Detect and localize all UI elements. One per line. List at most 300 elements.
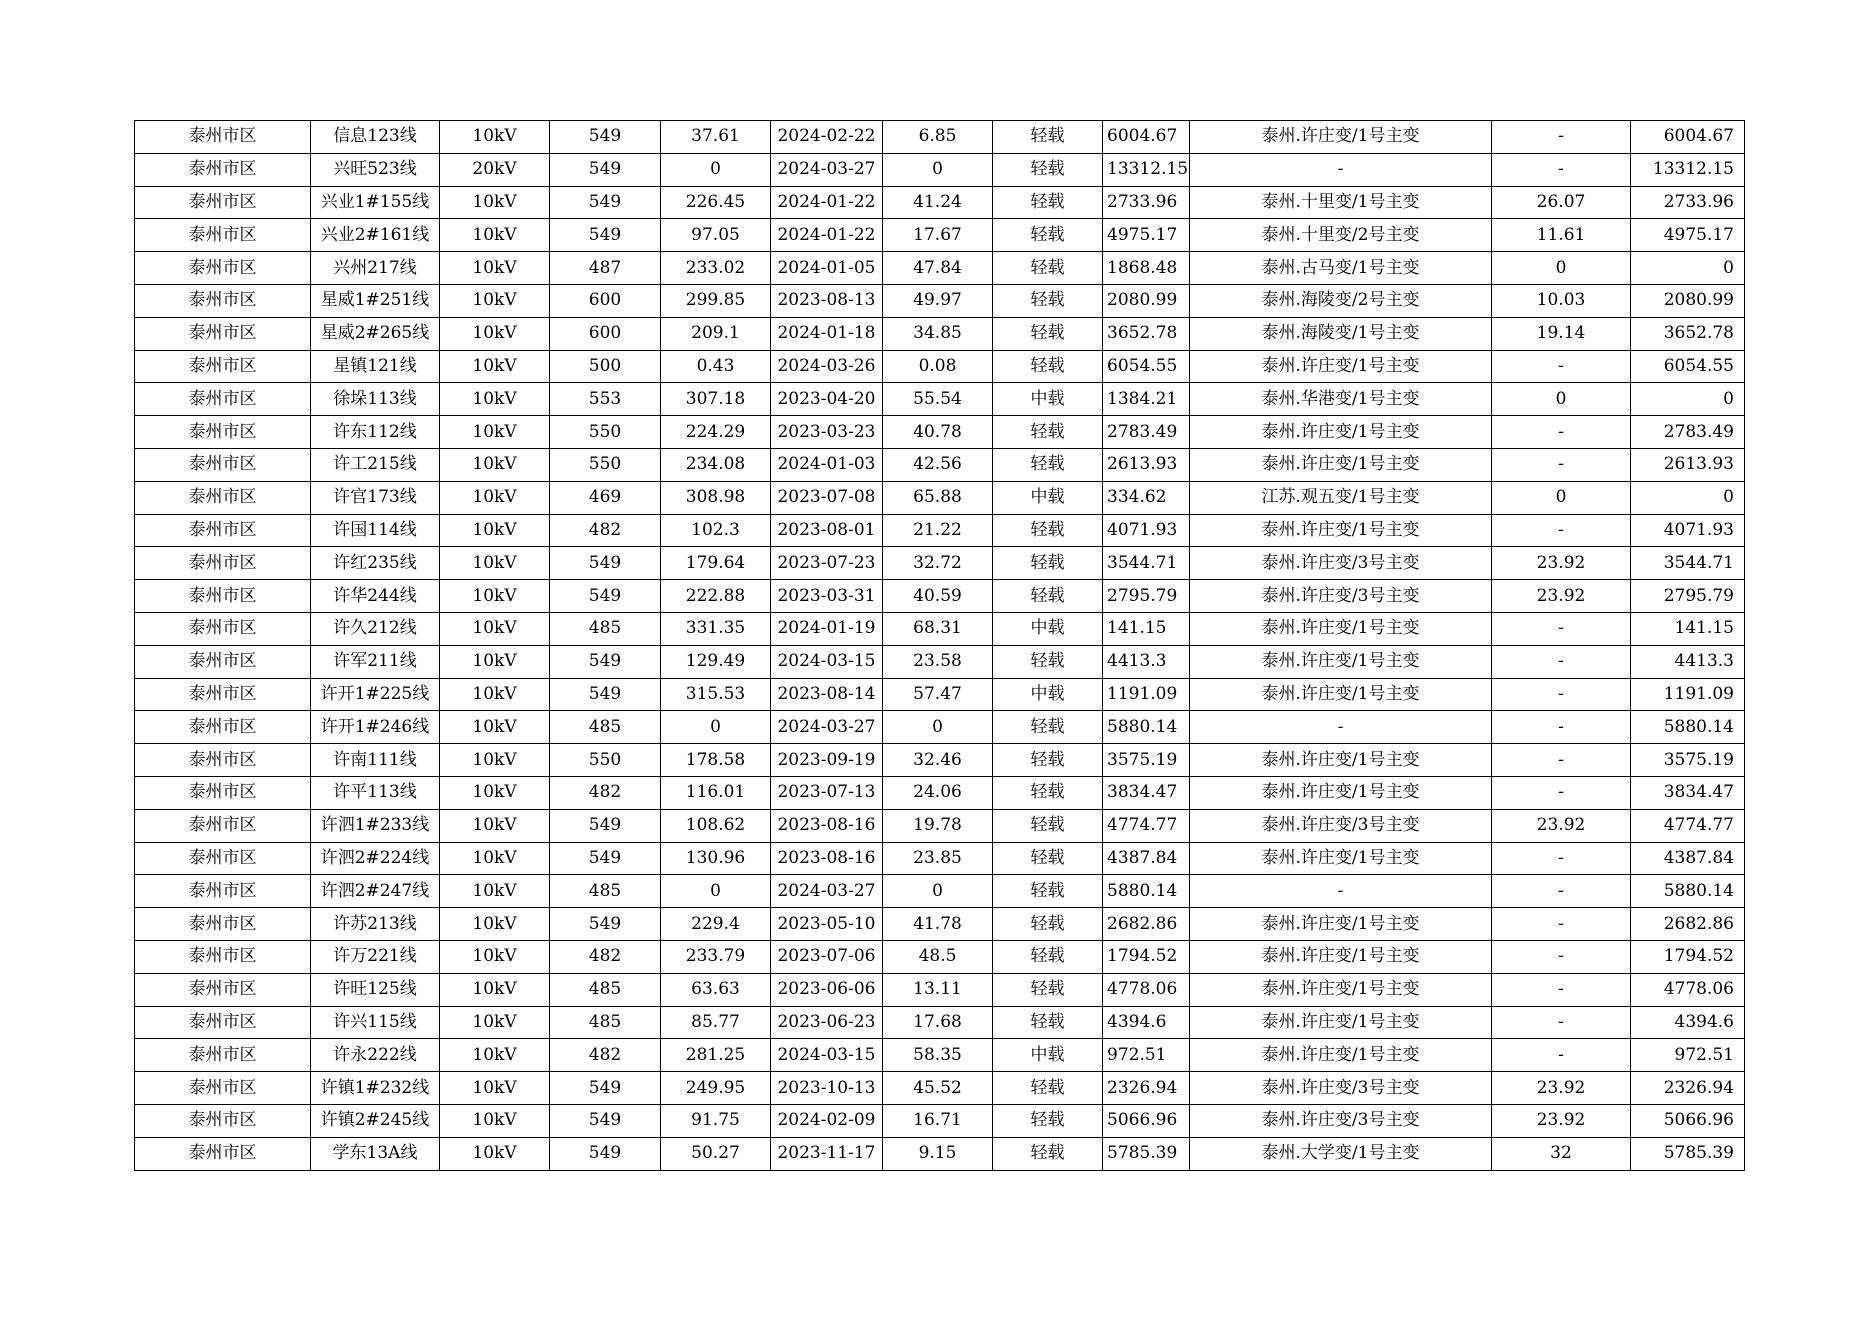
region-cell: 泰州市区 <box>135 416 311 449</box>
load-type-cell: 轻载 <box>993 744 1103 777</box>
transformer-capacity-cell: - <box>1492 121 1631 154</box>
date-cell: 2024-01-22 <box>771 186 883 219</box>
date-cell: 2024-03-27 <box>771 875 883 908</box>
voltage-cell: 10kV <box>440 350 550 383</box>
max-current-cell: 233.02 <box>661 252 771 285</box>
transformer-cell: 泰州.许庄变/1号主变 <box>1190 908 1492 941</box>
table-row <box>135 809 1745 842</box>
voltage-cell: 10kV <box>440 1039 550 1072</box>
region-cell: 泰州市区 <box>135 645 311 678</box>
table-row <box>135 711 1745 744</box>
load-type-cell: 轻载 <box>993 284 1103 317</box>
transformer-capacity-cell: - <box>1492 908 1631 941</box>
region-cell: 泰州市区 <box>135 1006 311 1039</box>
limit-cell: 549 <box>550 1137 661 1170</box>
max-current-cell: 229.4 <box>661 908 771 941</box>
line-name-cell: 许红235线 <box>311 547 440 580</box>
line-name-cell: 许华244线 <box>311 580 440 613</box>
table-row <box>135 547 1745 580</box>
open-capacity-cell: 2682.86 <box>1103 908 1190 941</box>
date-cell: 2023-11-17 <box>771 1137 883 1170</box>
transformer-capacity-cell: 0 <box>1492 481 1631 514</box>
line-name-cell: 许镇1#232线 <box>311 1072 440 1105</box>
load-type-cell: 轻载 <box>993 350 1103 383</box>
line-capacity-cell: 4778.06 <box>1631 973 1745 1006</box>
load-rate-cell: 0 <box>883 711 993 744</box>
table-row <box>135 908 1745 941</box>
open-capacity-cell: 2326.94 <box>1103 1072 1190 1105</box>
line-name-cell: 兴州217线 <box>311 252 440 285</box>
load-rate-cell: 41.24 <box>883 186 993 219</box>
table-row <box>135 1137 1745 1170</box>
line-capacity-cell: 6004.67 <box>1631 121 1745 154</box>
voltage-cell: 10kV <box>440 514 550 547</box>
load-rate-cell: 48.5 <box>883 940 993 973</box>
open-capacity-cell: 3834.47 <box>1103 776 1190 809</box>
transformer-cell: 泰州.十里变/1号主变 <box>1190 186 1492 219</box>
transformer-capacity-cell: - <box>1492 744 1631 777</box>
transformer-capacity-cell: - <box>1492 711 1631 744</box>
region-cell: 泰州市区 <box>135 908 311 941</box>
line-name-cell: 许久212线 <box>311 612 440 645</box>
load-rate-cell: 32.72 <box>883 547 993 580</box>
max-current-cell: 0.43 <box>661 350 771 383</box>
region-cell: 泰州市区 <box>135 1039 311 1072</box>
load-rate-cell: 0 <box>883 153 993 186</box>
line-capacity-cell: 5880.14 <box>1631 711 1745 744</box>
transformer-cell: 泰州.许庄变/1号主变 <box>1190 744 1492 777</box>
transformer-cell: 泰州.许庄变/3号主变 <box>1190 580 1492 613</box>
region-cell: 泰州市区 <box>135 284 311 317</box>
region-cell: 泰州市区 <box>135 153 311 186</box>
line-name-cell: 许工215线 <box>311 448 440 481</box>
transformer-capacity-cell: - <box>1492 1039 1631 1072</box>
transformer-cell: 泰州.许庄变/1号主变 <box>1190 678 1492 711</box>
max-current-cell: 234.08 <box>661 448 771 481</box>
transformer-capacity-cell: 23.92 <box>1492 1104 1631 1137</box>
limit-cell: 482 <box>550 776 661 809</box>
region-cell: 泰州市区 <box>135 1104 311 1137</box>
transformer-capacity-cell: 19.14 <box>1492 317 1631 350</box>
transformer-capacity-cell: 32 <box>1492 1137 1631 1170</box>
line-name-cell: 许军211线 <box>311 645 440 678</box>
transformer-cell: 泰州.许庄变/1号主变 <box>1190 1039 1492 1072</box>
transformer-cell: 泰州.许庄变/1号主变 <box>1190 973 1492 1006</box>
limit-cell: 485 <box>550 875 661 908</box>
transformer-capacity-cell: - <box>1492 776 1631 809</box>
date-cell: 2024-01-18 <box>771 317 883 350</box>
load-rate-cell: 57.47 <box>883 678 993 711</box>
date-cell: 2024-01-22 <box>771 219 883 252</box>
load-type-cell: 中载 <box>993 481 1103 514</box>
limit-cell: 485 <box>550 1006 661 1039</box>
line-capacity-cell: 2080.99 <box>1631 284 1745 317</box>
region-cell: 泰州市区 <box>135 776 311 809</box>
open-capacity-cell: 6004.67 <box>1103 121 1190 154</box>
table-row <box>135 1104 1745 1137</box>
max-current-cell: 63.63 <box>661 973 771 1006</box>
max-current-cell: 102.3 <box>661 514 771 547</box>
open-capacity-cell: 2733.96 <box>1103 186 1190 219</box>
table-row <box>135 842 1745 875</box>
transformer-capacity-cell: 11.61 <box>1492 219 1631 252</box>
limit-cell: 485 <box>550 612 661 645</box>
transformer-capacity-cell: - <box>1492 1006 1631 1039</box>
line-name-cell: 许国114线 <box>311 514 440 547</box>
line-name-cell: 兴旺523线 <box>311 153 440 186</box>
line-name-cell: 许泗2#247线 <box>311 875 440 908</box>
transformer-cell: 泰州.华港变/1号主变 <box>1190 383 1492 416</box>
load-rate-cell: 47.84 <box>883 252 993 285</box>
voltage-cell: 10kV <box>440 448 550 481</box>
voltage-cell: 10kV <box>440 1137 550 1170</box>
max-current-cell: 50.27 <box>661 1137 771 1170</box>
limit-cell: 549 <box>550 645 661 678</box>
region-cell: 泰州市区 <box>135 481 311 514</box>
open-capacity-cell: 2783.49 <box>1103 416 1190 449</box>
open-capacity-cell: 334.62 <box>1103 481 1190 514</box>
line-name-cell: 许泗1#233线 <box>311 809 440 842</box>
line-name-cell: 许苏213线 <box>311 908 440 941</box>
open-capacity-cell: 5785.39 <box>1103 1137 1190 1170</box>
line-name-cell: 许镇2#245线 <box>311 1104 440 1137</box>
date-cell: 2024-01-05 <box>771 252 883 285</box>
load-rate-cell: 0 <box>883 875 993 908</box>
region-cell: 泰州市区 <box>135 186 311 219</box>
transformer-cell: 泰州.许庄变/1号主变 <box>1190 940 1492 973</box>
max-current-cell: 37.61 <box>661 121 771 154</box>
load-rate-cell: 34.85 <box>883 317 993 350</box>
transformer-cell: 泰州.许庄变/1号主变 <box>1190 1006 1492 1039</box>
open-capacity-cell: 3575.19 <box>1103 744 1190 777</box>
date-cell: 2024-01-03 <box>771 448 883 481</box>
limit-cell: 549 <box>550 908 661 941</box>
load-type-cell: 轻载 <box>993 448 1103 481</box>
load-type-cell: 轻载 <box>993 514 1103 547</box>
line-capacity-cell: 1191.09 <box>1631 678 1745 711</box>
load-type-cell: 轻载 <box>993 121 1103 154</box>
line-capacity-cell: 2795.79 <box>1631 580 1745 613</box>
line-name-cell: 许泗2#224线 <box>311 842 440 875</box>
table-row <box>135 186 1745 219</box>
line-name-cell: 星威1#251线 <box>311 284 440 317</box>
load-type-cell: 轻载 <box>993 1006 1103 1039</box>
line-capacity-cell: 5066.96 <box>1631 1104 1745 1137</box>
voltage-cell: 10kV <box>440 121 550 154</box>
date-cell: 2024-03-15 <box>771 1039 883 1072</box>
transformer-capacity-cell: - <box>1492 448 1631 481</box>
region-cell: 泰州市区 <box>135 1137 311 1170</box>
max-current-cell: 0 <box>661 875 771 908</box>
transformer-capacity-cell: - <box>1492 416 1631 449</box>
table-row <box>135 973 1745 1006</box>
load-type-cell: 轻载 <box>993 842 1103 875</box>
max-current-cell: 308.98 <box>661 481 771 514</box>
load-type-cell: 轻载 <box>993 153 1103 186</box>
date-cell: 2023-10-13 <box>771 1072 883 1105</box>
voltage-cell: 10kV <box>440 612 550 645</box>
transformer-cell: 泰州.许庄变/1号主变 <box>1190 776 1492 809</box>
date-cell: 2024-03-27 <box>771 153 883 186</box>
table-row <box>135 481 1745 514</box>
voltage-cell: 10kV <box>440 940 550 973</box>
load-type-cell: 轻载 <box>993 809 1103 842</box>
table-body <box>135 121 1745 1171</box>
table-row <box>135 514 1745 547</box>
load-type-cell: 轻载 <box>993 547 1103 580</box>
load-rate-cell: 68.31 <box>883 612 993 645</box>
transformer-cell: 泰州.古马变/1号主变 <box>1190 252 1492 285</box>
open-capacity-cell: 3652.78 <box>1103 317 1190 350</box>
max-current-cell: 224.29 <box>661 416 771 449</box>
transformer-capacity-cell: 23.92 <box>1492 547 1631 580</box>
transformer-capacity-cell: 23.92 <box>1492 1072 1631 1105</box>
region-cell: 泰州市区 <box>135 383 311 416</box>
data-table <box>134 120 1745 1171</box>
region-cell: 泰州市区 <box>135 809 311 842</box>
max-current-cell: 116.01 <box>661 776 771 809</box>
load-rate-cell: 49.97 <box>883 284 993 317</box>
line-capacity-cell: 0 <box>1631 481 1745 514</box>
voltage-cell: 10kV <box>440 875 550 908</box>
open-capacity-cell: 4387.84 <box>1103 842 1190 875</box>
region-cell: 泰州市区 <box>135 711 311 744</box>
date-cell: 2024-02-22 <box>771 121 883 154</box>
region-cell: 泰州市区 <box>135 940 311 973</box>
load-rate-cell: 58.35 <box>883 1039 993 1072</box>
max-current-cell: 0 <box>661 711 771 744</box>
date-cell: 2023-09-19 <box>771 744 883 777</box>
line-capacity-cell: 0 <box>1631 252 1745 285</box>
voltage-cell: 20kV <box>440 153 550 186</box>
transformer-capacity-cell: - <box>1492 350 1631 383</box>
transformer-capacity-cell: - <box>1492 678 1631 711</box>
limit-cell: 549 <box>550 678 661 711</box>
transformer-capacity-cell: - <box>1492 645 1631 678</box>
table-row <box>135 121 1745 154</box>
transformer-cell: - <box>1190 875 1492 908</box>
limit-cell: 553 <box>550 383 661 416</box>
transformer-capacity-cell: 10.03 <box>1492 284 1631 317</box>
limit-cell: 550 <box>550 416 661 449</box>
line-capacity-cell: 2733.96 <box>1631 186 1745 219</box>
date-cell: 2023-08-01 <box>771 514 883 547</box>
load-rate-cell: 41.78 <box>883 908 993 941</box>
load-rate-cell: 55.54 <box>883 383 993 416</box>
limit-cell: 549 <box>550 842 661 875</box>
date-cell: 2023-08-13 <box>771 284 883 317</box>
max-current-cell: 233.79 <box>661 940 771 973</box>
line-name-cell: 许开1#225线 <box>311 678 440 711</box>
load-rate-cell: 65.88 <box>883 481 993 514</box>
line-capacity-cell: 4413.3 <box>1631 645 1745 678</box>
line-name-cell: 许兴115线 <box>311 1006 440 1039</box>
region-cell: 泰州市区 <box>135 252 311 285</box>
voltage-cell: 10kV <box>440 1006 550 1039</box>
load-type-cell: 轻载 <box>993 973 1103 1006</box>
max-current-cell: 222.88 <box>661 580 771 613</box>
open-capacity-cell: 5880.14 <box>1103 875 1190 908</box>
date-cell: 2023-05-10 <box>771 908 883 941</box>
open-capacity-cell: 972.51 <box>1103 1039 1190 1072</box>
load-rate-cell: 17.67 <box>883 219 993 252</box>
region-cell: 泰州市区 <box>135 514 311 547</box>
limit-cell: 549 <box>550 121 661 154</box>
line-name-cell: 许永222线 <box>311 1039 440 1072</box>
load-type-cell: 轻载 <box>993 645 1103 678</box>
line-name-cell: 许旺125线 <box>311 973 440 1006</box>
line-name-cell: 许开1#246线 <box>311 711 440 744</box>
transformer-cell: 江苏.观五变/1号主变 <box>1190 481 1492 514</box>
region-cell: 泰州市区 <box>135 678 311 711</box>
transformer-capacity-cell: 26.07 <box>1492 186 1631 219</box>
line-capacity-cell: 2613.93 <box>1631 448 1745 481</box>
region-cell: 泰州市区 <box>135 580 311 613</box>
line-capacity-cell: 3834.47 <box>1631 776 1745 809</box>
date-cell: 2023-08-16 <box>771 809 883 842</box>
table-row <box>135 350 1745 383</box>
limit-cell: 482 <box>550 514 661 547</box>
load-type-cell: 中载 <box>993 612 1103 645</box>
max-current-cell: 0 <box>661 153 771 186</box>
load-type-cell: 轻载 <box>993 219 1103 252</box>
transformer-cell: 泰州.许庄变/3号主变 <box>1190 809 1492 842</box>
load-type-cell: 轻载 <box>993 416 1103 449</box>
max-current-cell: 226.45 <box>661 186 771 219</box>
load-rate-cell: 23.85 <box>883 842 993 875</box>
limit-cell: 485 <box>550 973 661 1006</box>
date-cell: 2023-07-13 <box>771 776 883 809</box>
limit-cell: 600 <box>550 284 661 317</box>
open-capacity-cell: 6054.55 <box>1103 350 1190 383</box>
transformer-cell: - <box>1190 153 1492 186</box>
open-capacity-cell: 2613.93 <box>1103 448 1190 481</box>
line-capacity-cell: 2682.86 <box>1631 908 1745 941</box>
max-current-cell: 178.58 <box>661 744 771 777</box>
voltage-cell: 10kV <box>440 973 550 1006</box>
open-capacity-cell: 2795.79 <box>1103 580 1190 613</box>
date-cell: 2023-06-06 <box>771 973 883 1006</box>
load-type-cell: 轻载 <box>993 875 1103 908</box>
max-current-cell: 179.64 <box>661 547 771 580</box>
voltage-cell: 10kV <box>440 580 550 613</box>
voltage-cell: 10kV <box>440 809 550 842</box>
transformer-cell: 泰州.大学变/1号主变 <box>1190 1137 1492 1170</box>
limit-cell: 482 <box>550 940 661 973</box>
transformer-cell: 泰州.海陵变/1号主变 <box>1190 317 1492 350</box>
load-type-cell: 轻载 <box>993 711 1103 744</box>
transformer-cell: 泰州.许庄变/1号主变 <box>1190 448 1492 481</box>
line-name-cell: 星威2#265线 <box>311 317 440 350</box>
voltage-cell: 10kV <box>440 284 550 317</box>
table-row <box>135 1039 1745 1072</box>
voltage-cell: 10kV <box>440 1104 550 1137</box>
open-capacity-cell: 4413.3 <box>1103 645 1190 678</box>
max-current-cell: 209.1 <box>661 317 771 350</box>
limit-cell: 469 <box>550 481 661 514</box>
load-type-cell: 轻载 <box>993 317 1103 350</box>
open-capacity-cell: 4975.17 <box>1103 219 1190 252</box>
load-rate-cell: 16.71 <box>883 1104 993 1137</box>
voltage-cell: 10kV <box>440 186 550 219</box>
line-name-cell: 许东112线 <box>311 416 440 449</box>
open-capacity-cell: 2080.99 <box>1103 284 1190 317</box>
load-rate-cell: 17.68 <box>883 1006 993 1039</box>
date-cell: 2023-04-20 <box>771 383 883 416</box>
open-capacity-cell: 5880.14 <box>1103 711 1190 744</box>
load-type-cell: 轻载 <box>993 1137 1103 1170</box>
max-current-cell: 108.62 <box>661 809 771 842</box>
limit-cell: 600 <box>550 317 661 350</box>
limit-cell: 549 <box>550 1104 661 1137</box>
line-capacity-cell: 2783.49 <box>1631 416 1745 449</box>
max-current-cell: 315.53 <box>661 678 771 711</box>
date-cell: 2023-06-23 <box>771 1006 883 1039</box>
limit-cell: 500 <box>550 350 661 383</box>
open-capacity-cell: 4071.93 <box>1103 514 1190 547</box>
line-name-cell: 许万221线 <box>311 940 440 973</box>
load-type-cell: 轻载 <box>993 1104 1103 1137</box>
load-rate-cell: 32.46 <box>883 744 993 777</box>
load-type-cell: 轻载 <box>993 580 1103 613</box>
table-row <box>135 580 1745 613</box>
transformer-cell: - <box>1190 711 1492 744</box>
table-row <box>135 645 1745 678</box>
load-rate-cell: 6.85 <box>883 121 993 154</box>
load-rate-cell: 9.15 <box>883 1137 993 1170</box>
line-name-cell: 许南111线 <box>311 744 440 777</box>
load-type-cell: 轻载 <box>993 776 1103 809</box>
voltage-cell: 10kV <box>440 842 550 875</box>
region-cell: 泰州市区 <box>135 350 311 383</box>
line-name-cell: 星镇121线 <box>311 350 440 383</box>
table-row <box>135 776 1745 809</box>
line-name-cell: 兴业2#161线 <box>311 219 440 252</box>
region-cell: 泰州市区 <box>135 612 311 645</box>
load-type-cell: 中载 <box>993 678 1103 711</box>
load-rate-cell: 13.11 <box>883 973 993 1006</box>
load-type-cell: 轻载 <box>993 1072 1103 1105</box>
load-rate-cell: 0.08 <box>883 350 993 383</box>
line-capacity-cell: 4975.17 <box>1631 219 1745 252</box>
line-capacity-cell: 13312.15 <box>1631 153 1745 186</box>
voltage-cell: 10kV <box>440 317 550 350</box>
voltage-cell: 10kV <box>440 645 550 678</box>
transformer-capacity-cell: 23.92 <box>1492 809 1631 842</box>
line-name-cell: 信息123线 <box>311 121 440 154</box>
line-capacity-cell: 3652.78 <box>1631 317 1745 350</box>
date-cell: 2023-08-16 <box>771 842 883 875</box>
load-type-cell: 轻载 <box>993 940 1103 973</box>
max-current-cell: 299.85 <box>661 284 771 317</box>
line-name-cell: 学东13A线 <box>311 1137 440 1170</box>
transformer-cell: 泰州.许庄变/1号主变 <box>1190 514 1492 547</box>
date-cell: 2023-07-08 <box>771 481 883 514</box>
table-row <box>135 416 1745 449</box>
region-cell: 泰州市区 <box>135 219 311 252</box>
line-capacity-cell: 3544.71 <box>1631 547 1745 580</box>
line-capacity-cell: 4774.77 <box>1631 809 1745 842</box>
date-cell: 2023-07-23 <box>771 547 883 580</box>
max-current-cell: 130.96 <box>661 842 771 875</box>
open-capacity-cell: 3544.71 <box>1103 547 1190 580</box>
table-row <box>135 383 1745 416</box>
open-capacity-cell: 1794.52 <box>1103 940 1190 973</box>
transformer-capacity-cell: - <box>1492 153 1631 186</box>
transformer-cell: 泰州.许庄变/1号主变 <box>1190 416 1492 449</box>
transformer-capacity-cell: 23.92 <box>1492 580 1631 613</box>
open-capacity-cell: 1384.21 <box>1103 383 1190 416</box>
